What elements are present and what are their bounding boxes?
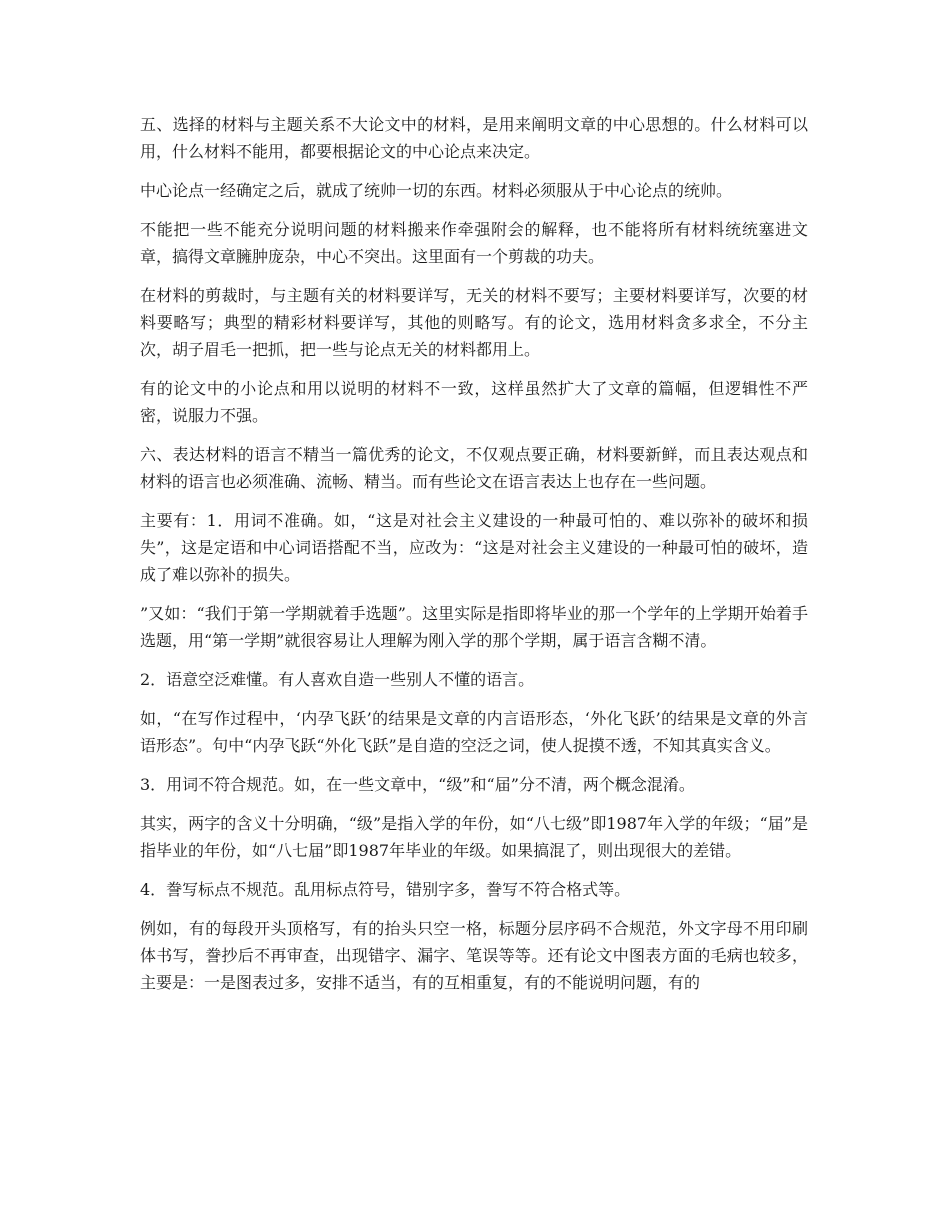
paragraph-logic: 有的论文中的小论点和用以说明的材料不一致，这样虽然扩大了文章的篇幅，但逻辑性不严密，说服力不强。 <box>140 379 808 425</box>
paragraph-section-5-heading: 五、选择的材料与主题关系不大论文中的材料，是用来阐明文章的中心思想的。什么材料可以用，什么材料不能用，都要根据论文的中心论点来决定。 <box>140 115 808 161</box>
paragraph-vague-language: 如，“在写作过程中，‘内孕飞跃’的结果是文章的内言语形态，‘外化飞跃’的结果是文章的外言语形态”。句中“内孕飞跃“外化飞跃”是自造的空泛之词，使人捉摸不透，不知其真实含义。 <box>140 709 808 755</box>
paragraph-semester-example: ”又如：“我们于第一学期就着手选题”。这里实际是指即将毕业的那一个学年的上学期开始着手选题，用“第一学期”就很容易让人理解为刚入学的那个学期，属于语言含糊不清。 <box>140 604 808 650</box>
paragraph-material-selection: 在材料的剪裁时，与主题有关的材料要详写，无关的材料不要写；主要材料要详写，次要的材料要略写；典型的精彩材料要详写，其他的则略写。有的论文，选用材料贪多求全，不分主次，胡子眉毛一把抓，把一些与论点无关的材料都用上。 <box>140 286 808 359</box>
paragraph-point-4: 4．誊写标点不规范。乱用标点符号，错别字多，誊写不符合格式等。 <box>140 880 631 899</box>
paragraph-point-2: 2．语意空泛难懂。有人喜欢自造一些别人不懂的语言。 <box>140 670 535 689</box>
paragraph-wording-accuracy: 主要有：1．用词不准确。如，“这是对社会主义建设的一种最可怕的、难以弥补的破坏和损失”，这是定语和中心词语搭配不当，应改为：“这是对社会主义建设的一种最可怕的破坏，造成了难以弥补的损失。 <box>140 511 808 584</box>
paragraph-section-6-heading: 六、表达材料的语言不精当一篇优秀的论文，不仅观点要正确，材料要新鲜，而且表达观点和材料的语言也必须准确、流畅、精当。而有些论文在语言表达上也存在一些问题。 <box>140 445 808 491</box>
paragraph-central-argument: 中心论点一经确定之后，就成了统帅一切的东西。材料必须服从于中心论点的统帅。 <box>140 181 733 200</box>
paragraph-trimming: 不能把一些不能充分说明问题的材料搬来作牵强附会的解释，也不能将所有材料统统塞进文章，搞得文章臃肿庞杂，中心不突出。这里面有一个剪裁的功夫。 <box>140 220 808 266</box>
paragraph-point-3: 3．用词不符合规范。如，在一些文章中，“级”和“届”分不清，两个概念混淆。 <box>140 775 695 794</box>
paragraph-grade-vs-class: 其实，两字的含义十分明确，“级”是指入学的年份，如“八七级”即1987年入学的年级；“届”是指毕业的年份，如“八七届”即1987年毕业的年级。如果搞混了，则出现很大的差错。 <box>140 814 808 860</box>
paragraph-formatting-errors: 例如，有的每段开头顶格写，有的抬头只空一格，标题分层序码不合规范，外文字母不用印刷体书写，誊抄后不再审查，出现错字、漏字、笔误等等。还有论文中图表方面的毛病也较多，主要是：一是图表过多，安排不适当，有的互相重复，有的不能说明问题，有的 <box>140 919 808 992</box>
document-body <box>140 111 808 1008</box>
